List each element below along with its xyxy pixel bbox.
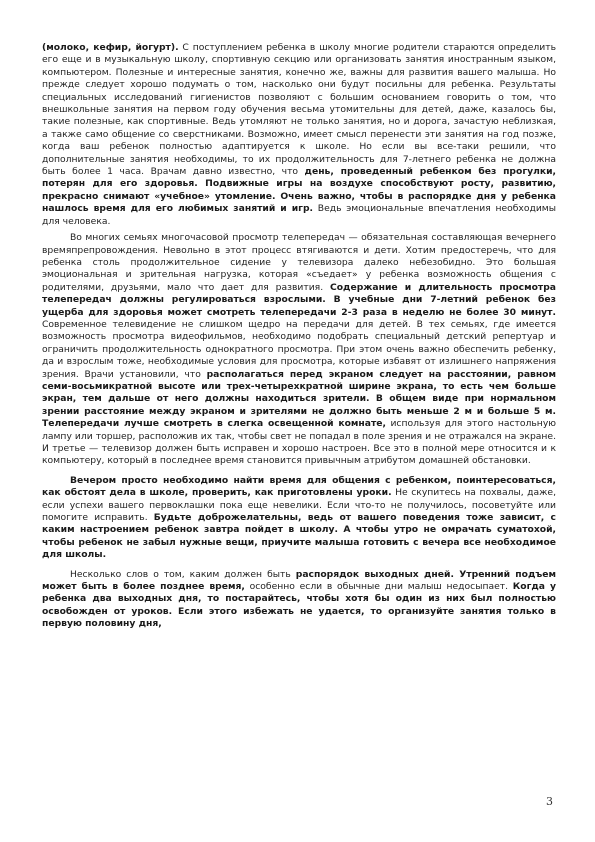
text-run: Во многих семьях многочасовой просмотр телепередач — обязательная составляющая вечернего времяпрепровождения. Невольно в этот процесс втягиваются и дети. Хотим предостеречь, что для ребенка столь продолжительное сидение у телевизора далеко небезобидно. Это большая эмоциональная и зрительная нагрузка, которая «съедает» у ребенка возможность общения с родителями, друзьями, мало что дает для развития. xyxy=(42,232,556,293)
text-run: Вечером просто необходимо найти время для общения с ребенком, поинтересоваться, как обстоят дела в школе, проверить, как приготовлены уроки. xyxy=(42,474,556,499)
text-run: располагаться перед экраном следует на расстоянии, равном семи-восьмикратной высоте или трех-четырехкратной ширине экрана, то есть чем больше экран, тем дальше от него должны находиться зрители. В общем виде при нормальном зрении расстояние между экраном и зрителями не должно быть меньше 2 м и больше 5 м. Телепередачи лучше смотреть в слегка освещенной комнате, xyxy=(42,368,557,430)
paragraph-weekend-schedule xyxy=(42,569,556,631)
text-run: день, проведенный ребенком без прогулки, потерян для его здоровья. Подвижные игры на воздухе способствуют росту, развитию, прекрасно снимают «учебное» утомление. Очень важно, чтобы в распорядке дня у ребенка нашлось время для его любимых занятий и игр. xyxy=(42,166,557,215)
text-run: распорядок выходных дней. Утренний подъем может быть в более позднее время, xyxy=(42,568,557,593)
paragraph-tv-viewing xyxy=(42,232,556,468)
paragraph-after-school-activities xyxy=(42,42,556,228)
paragraph-evening-communication xyxy=(42,475,556,562)
text-run: Будьте доброжелательны, ведь от вашего поведения тоже зависит, с каким настроением ребенок завтра пойдет в школу. А чтобы утро не омрачать суматохой, чтобы ребенок не забыл нужные вещи, приучите малыша готовить с вечера все необходимое для школы. xyxy=(42,512,556,561)
text-run: Не скупитесь на похвалы, даже, если успехи вашего первоклашки пока еще невелики. Если что-то не получилось, посоветуйте или помогите исправить. xyxy=(42,487,556,524)
text-run: Когда у ребенка два выходных дня, то постарайтесь, чтобы хотя бы один из них был полностью освобожден от уроков. Если этого избежать не удается, то организуйте занятия только в первую половину дня, xyxy=(42,581,556,630)
document-body xyxy=(42,42,556,631)
text-run: Ведь эмоциональные впечатления необходимы для человека. xyxy=(42,203,556,227)
text-run: (молоко, кефир, йогурт). xyxy=(42,42,179,53)
text-run: используя для этого настольную лампу или торшер, расположив их так, чтобы свет не попадал в поле зрения и не отражался на экране. И третье — телевизор должен быть исправен и хорошо настроен. Все это в полной мере относится и к компьютеру, который в последнее время становится привычным атрибутом домашней обстановки. xyxy=(42,418,556,467)
text-run: Несколько слов о том, каким должен быть xyxy=(70,568,296,580)
text-run: Содержание и длительность просмотра телепередач должны регулироваться взрослыми. В учебные дни 7-летний ребенок без ущерба для здоровья может смотреть телепередачи 2-3 раза в неделю не более 30 минут. xyxy=(42,281,556,318)
text-run: особенно если в обычные дни малыш недосыпает. xyxy=(244,581,513,593)
text-run: Современное телевидение не слишком щедро на передачи для детей. В тех семьях, где имеется возможность просмотра видеофильмов, необходимо подобрать специальный детский репертуар и ограничить продолжительность однократного просмотра. При этом очень важно обеспечить ребенку, да и взрослым тоже, необходимые условия для просмотра, которые избавят от излишнего напряжения зрения. Врачи установили, что xyxy=(42,318,556,380)
page-number: 3 xyxy=(546,795,553,808)
text-run: С поступлением ребенка в школу многие родители стараются определить его еще и в музыкальную школу, спортивную секцию или организовать занятия иностранным языком, компьютером. Полезные и интересные занятия, конечно же, важны для развития вашего малыша. Но прежде следует хорошо подумать о том, насколько они будут посильны для ребенка. Результаты специальных исследований гигиенистов позволяют с большим основанием говорить о том, что внешкольные занятия на первом году обучения весьма утомительны для детей, даже, казалось бы, такие полезные, как спортивные. Ведь утомляют не только занятия, но и дорога, зачастую неблизкая, а также само общение со сверстниками. Возможно, имеет смысл перенести эти занятия на год позже, когда ваш ребенок полностью адаптируется к школе. Но если вы все-таки решили, что дополнительные занятия необходимы, то их продолжительность для 7-летнего ребенка не должна быть более 1 часа. Врачам давно известно, что xyxy=(42,42,556,178)
